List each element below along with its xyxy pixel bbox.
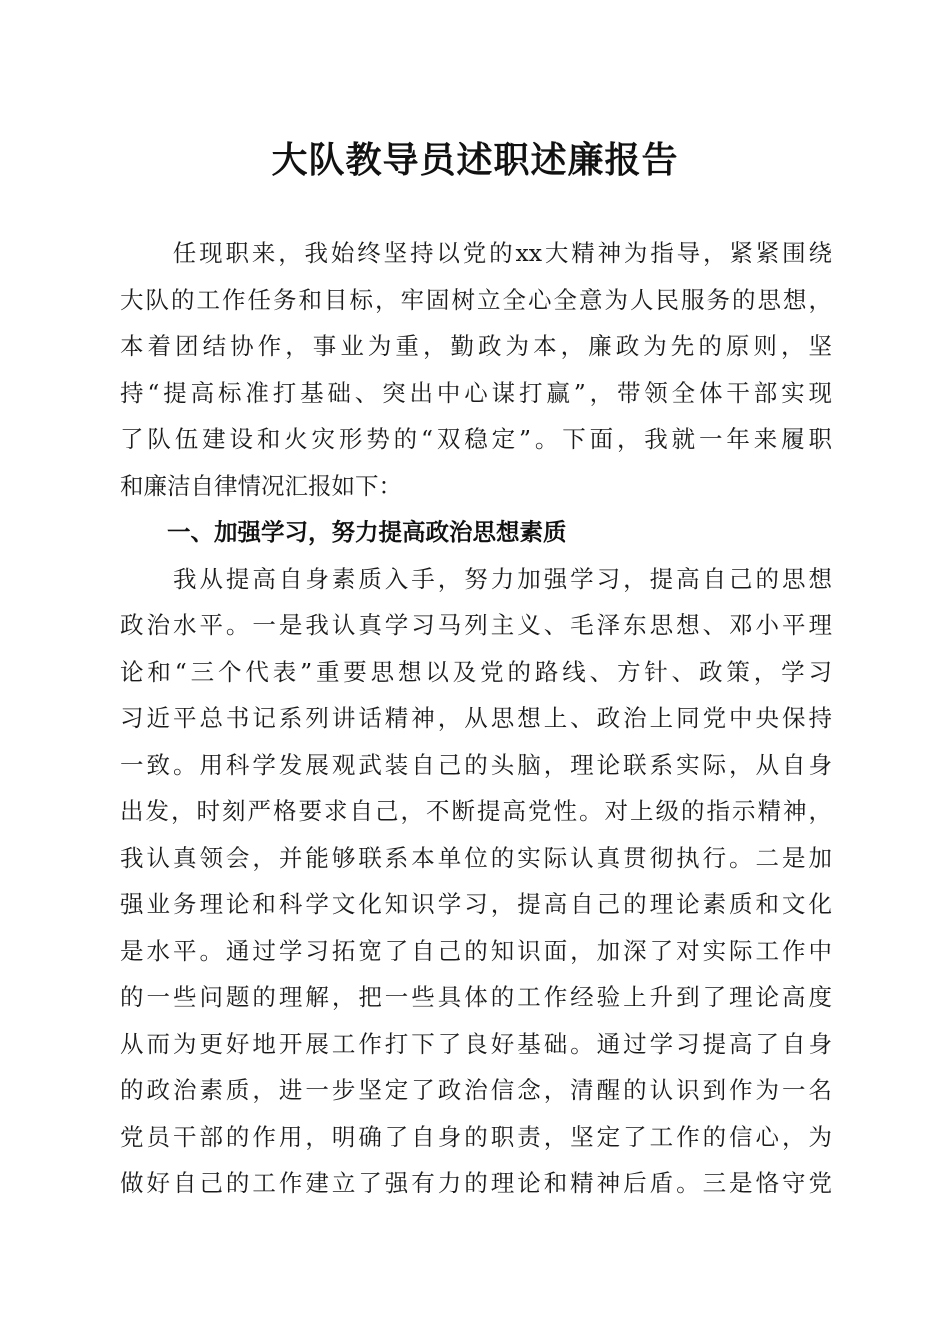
section-heading: 一、加强学习，努力提高政治思想素质 <box>120 518 567 546</box>
paragraph-line: 任现职来，我始终坚持以党的xx大精神为指导，紧紧围绕 <box>120 239 832 267</box>
paragraph-line: 持“提高标准打基础、突出中心谋打赢”，带领全体干部实现 <box>120 378 832 407</box>
paragraph-line: 大队的工作任务和目标，牢固树立全心全意为人民服务的思想， <box>120 285 832 314</box>
paragraph-line: 党员干部的作用，明确了自身的职责，坚定了工作的信心，为 <box>120 1122 832 1151</box>
document-body <box>120 230 832 1207</box>
paragraph-line: 本着团结协作，事业为重，勤政为本，廉政为先的原则，坚 <box>120 332 832 360</box>
document-title: 大队教导员述职述廉报告 <box>271 139 679 181</box>
paragraph-line: 做好自己的工作建立了强有力的理论和精神后盾。三是恪守党 <box>120 1169 832 1197</box>
paragraph-line: 我认真领会，并能够联系本单位的实际认真贯彻执行。二是加 <box>120 843 832 872</box>
paragraph-line: 我从提高自身素质入手，努力加强学习，提高自己的思想 <box>120 564 832 593</box>
paragraph-line: 从而为更好地开展工作打下了良好基础。通过学习提高了自身 <box>120 1029 832 1058</box>
paragraph-line: 习近平总书记系列讲话精神，从思想上、政治上同党中央保持 <box>120 704 832 732</box>
paragraph-line: 和廉洁自律情况汇报如下： <box>120 471 402 500</box>
paragraph-line: 的政治素质，进一步坚定了政治信念，清醒的认识到作为一名 <box>120 1076 832 1104</box>
paragraph-line: 一致。用科学发展观武装自己的头脑，理论联系实际，从自身 <box>120 750 832 779</box>
paragraph-line: 的一些问题的理解，把一些具体的工作经验上升到了理论高度 <box>120 983 832 1011</box>
paragraph-line: 出发，时刻严格要求自己，不断提高党性。对上级的指示精神， <box>120 797 832 825</box>
paragraph-line: 强业务理论和科学文化知识学习，提高自己的理论素质和文化 <box>120 890 832 918</box>
paragraph-line: 了队伍建设和火灾形势的“双稳定”。下面，我就一年来履职 <box>120 425 832 453</box>
paragraph-line: 政治水平。一是我认真学习马列主义、毛泽东思想、邓小平理 <box>120 611 832 639</box>
paragraph-line: 是水平。通过学习拓宽了自己的知识面，加深了对实际工作中 <box>120 936 832 965</box>
paragraph-line: 论和“三个代表”重要思想以及党的路线、方针、政策，学习 <box>120 657 832 686</box>
